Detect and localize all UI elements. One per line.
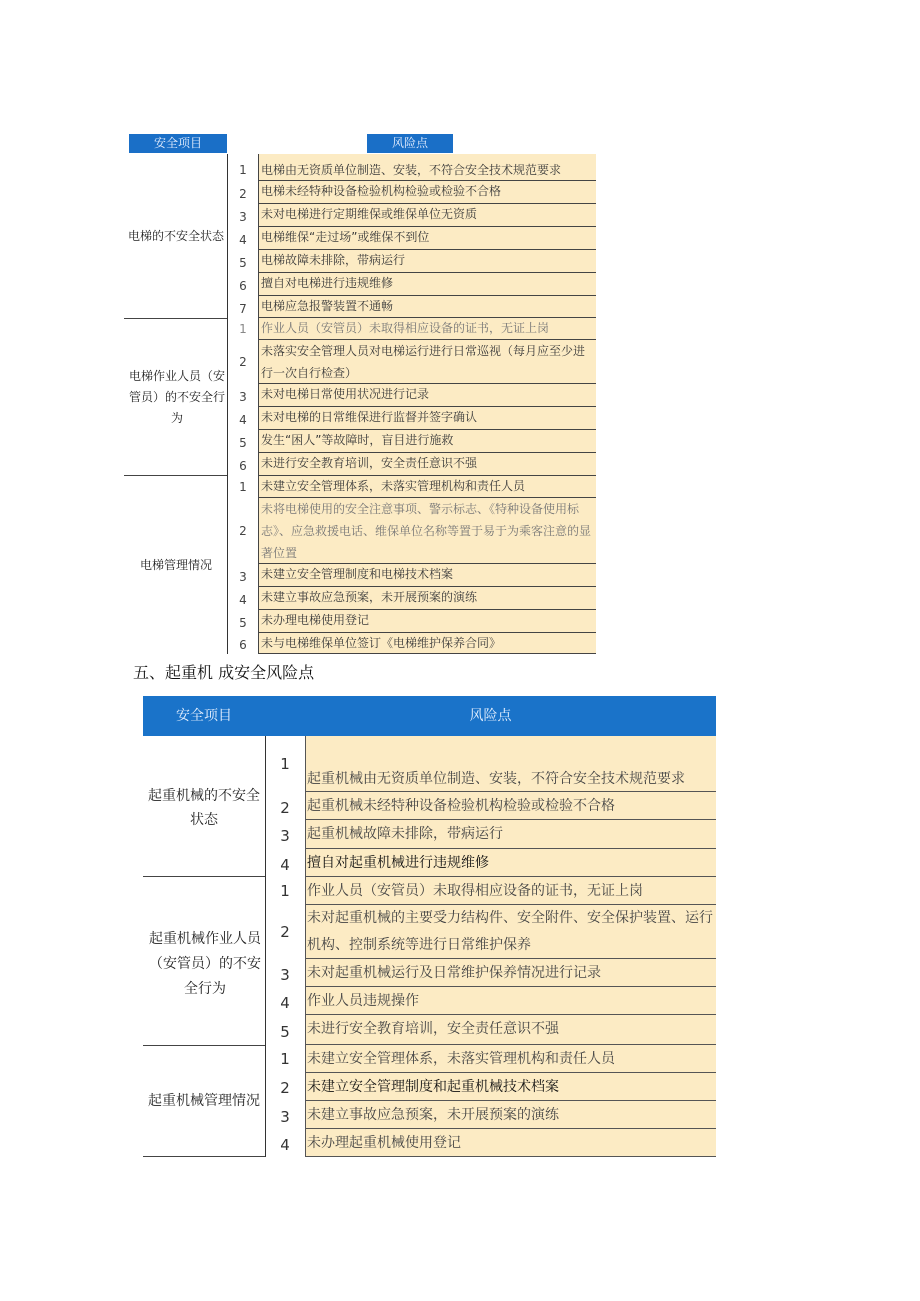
row-number: 2 xyxy=(280,923,290,941)
row-number: 4 xyxy=(280,1136,290,1154)
risk-cell: 作业人员违规操作 xyxy=(305,987,716,1015)
risk-cell: 未建立事故应急预案，未开展预案的演练 xyxy=(305,1101,716,1129)
risk-cell: 未将电梯使用的安全注意事项、警示标志、《特种设备使用标志》、应急救援电话、维保单位名称等置于易于为乘客注意的显著位置 xyxy=(258,498,596,564)
risk-cell: 电梯由无资质单位制造、安装，不符合安全技术规范要求 xyxy=(258,154,596,181)
row-number: 6 xyxy=(239,638,247,652)
risk-cell: 未建立事故应急预案，未开展预案的演练 xyxy=(258,587,596,610)
risk-cell: 未与电梯维保单位签订《电梯维护保养合同》 xyxy=(258,633,596,654)
row-number: 2 xyxy=(280,1079,290,1097)
risk-cell: 未对起重机械运行及日常维护保养情况进行记录 xyxy=(305,959,716,987)
row-number: 2 xyxy=(239,355,247,369)
risk-cell: 起重机械由无资质单位制造、安装，不符合安全技术规范要求 xyxy=(305,736,716,792)
table2-header-item: 安全项目 xyxy=(143,696,265,736)
row-number: 5 xyxy=(239,256,247,270)
row-number: 1 xyxy=(280,1050,290,1068)
risk-cell: 发生“困人”等故障时，盲目进行施救 xyxy=(258,430,596,453)
row-number: 3 xyxy=(239,570,247,584)
row-number: 4 xyxy=(280,994,290,1012)
section-heading: 五、起重机 成安全风险点 xyxy=(133,663,315,682)
risk-cell: 未办理起重机械使用登记 xyxy=(305,1129,716,1157)
row-number: 4 xyxy=(239,233,247,247)
row-number: 3 xyxy=(280,1108,290,1126)
risk-cell: 作业人员（安管员）未取得相应设备的证书，无证上岗 xyxy=(258,318,596,340)
table2-group-divider xyxy=(143,1156,265,1157)
risk-cell: 擅自对电梯进行违规维修 xyxy=(258,273,596,296)
row-number: 2 xyxy=(239,187,247,201)
risk-cell: 电梯未经特种设备检验机构检验或检验不合格 xyxy=(258,181,596,204)
row-number: 4 xyxy=(280,856,290,874)
risk-cell: 未办理电梯使用登记 xyxy=(258,610,596,633)
row-number: 4 xyxy=(239,593,247,607)
table1-header-risk: 风险点 xyxy=(367,134,453,153)
table1-category: 电梯作业人员（安管员）的不安全行为 xyxy=(128,368,225,425)
risk-cell: 未建立安全管理体系，未落实管理机构和责任人员 xyxy=(258,476,596,498)
risk-cell: 未建立安全管理制度和电梯技术档案 xyxy=(258,564,596,587)
row-number: 2 xyxy=(280,799,290,817)
risk-cell: 起重机械故障未排除，带病运行 xyxy=(305,820,716,849)
risk-cell: 未进行安全教育培训，安全责任意识不强 xyxy=(305,1015,716,1045)
row-number: 1 xyxy=(239,322,247,336)
table1-category: 电梯管理情况 xyxy=(139,557,212,572)
row-number: 4 xyxy=(239,413,247,427)
row-number: 3 xyxy=(280,966,290,984)
risk-cell: 未对起重机械的主要受力结构件、安全附件、安全保护装置、运行机构、控制系统等进行日常维护保养 xyxy=(305,905,716,959)
table2-category: 起重机械管理情况 xyxy=(148,1093,260,1109)
row-number: 1 xyxy=(280,882,290,900)
risk-cell: 起重机械未经特种设备检验机构检验或检验不合格 xyxy=(305,792,716,820)
risk-cell: 作业人员（安管员）未取得相应设备的证书，无证上岗 xyxy=(305,877,716,905)
table1-header-item: 安全项目 xyxy=(129,134,227,153)
row-number: 3 xyxy=(239,210,247,224)
risk-cell: 未建立安全管理制度和起重机械技术档案 xyxy=(305,1073,716,1101)
risk-cell: 未对电梯进行定期维保或维保单位无资质 xyxy=(258,204,596,227)
row-number: 6 xyxy=(239,279,247,293)
risk-cell: 未对电梯的日常维保进行监督并签字确认 xyxy=(258,407,596,430)
row-number: 1 xyxy=(239,163,247,177)
risk-cell: 未建立安全管理体系，未落实管理机构和责任人员 xyxy=(305,1045,716,1073)
risk-cell: 电梯故障未排除，带病运行 xyxy=(258,250,596,273)
risk-cell: 电梯应急报警装置不通畅 xyxy=(258,296,596,318)
risk-cell: 未进行安全教育培训，安全责任意识不强 xyxy=(258,453,596,476)
table2-category: 起重机械的不安全状态 xyxy=(148,788,260,828)
row-number: 3 xyxy=(280,827,290,845)
table1-group-divider xyxy=(124,475,227,476)
risk-cell: 擅自对起重机械进行违规维修 xyxy=(305,849,716,877)
risk-cell: 未落实安全管理人员对电梯运行进行日常巡视（每月应至少进行一次自行检查） xyxy=(258,340,596,384)
row-number: 5 xyxy=(239,436,247,450)
table1-category: 电梯的不安全状态 xyxy=(127,228,224,243)
table2-header-risk: 风险点 xyxy=(265,696,716,736)
row-number: 6 xyxy=(239,459,247,473)
risk-cell: 未对电梯日常使用状况进行记录 xyxy=(258,384,596,407)
risk-cell: 电梯维保“走过场”或维保不到位 xyxy=(258,227,596,250)
table2-group-divider xyxy=(143,876,265,877)
table2-category: 起重机械作业人员（安管员）的不安全行为 xyxy=(149,930,261,997)
row-number: 1 xyxy=(280,755,290,773)
row-number: 7 xyxy=(239,302,247,316)
row-number: 5 xyxy=(239,616,247,630)
row-number: 5 xyxy=(280,1023,290,1041)
row-number: 3 xyxy=(239,390,247,404)
table1-group-divider xyxy=(124,318,227,319)
row-number: 2 xyxy=(239,524,247,538)
row-number: 1 xyxy=(239,480,247,494)
